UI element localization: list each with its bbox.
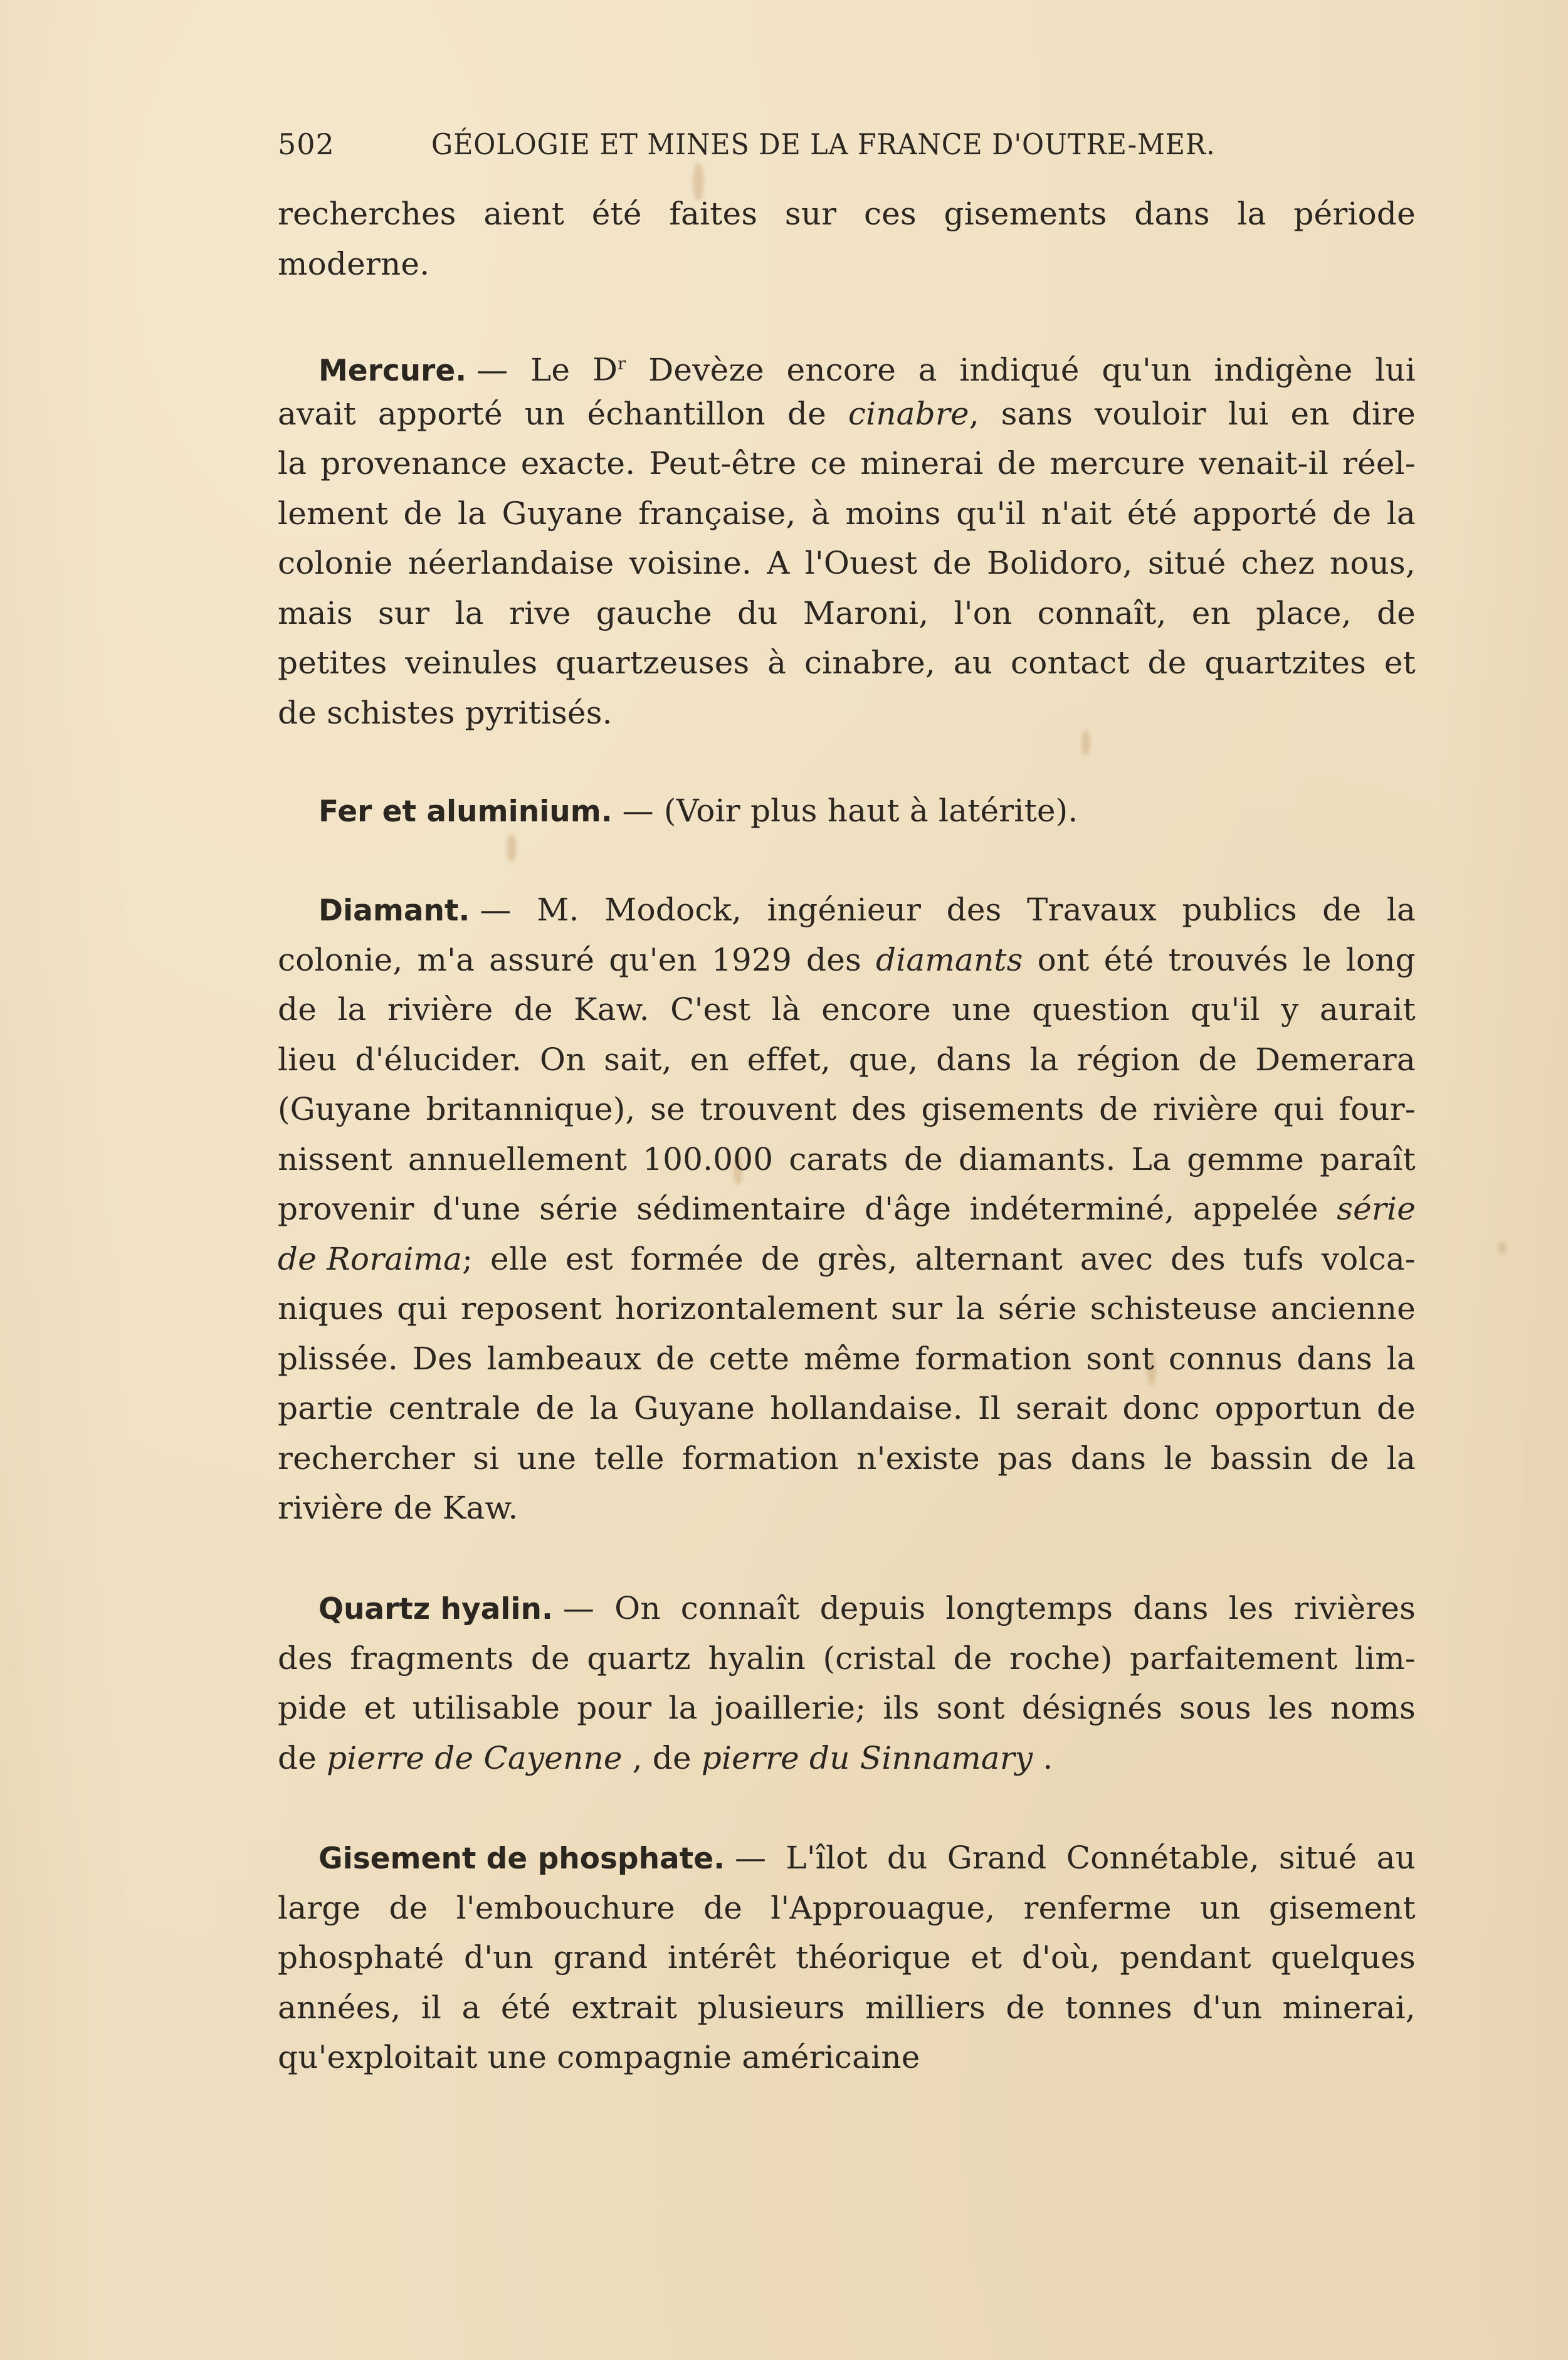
word: à: [767, 645, 787, 681]
word: au: [953, 645, 993, 681]
text-line: [278, 1135, 1416, 1185]
word: et: [1384, 645, 1416, 681]
word: l'Approuague,: [771, 1889, 996, 1926]
text-line: colonie, m'a assuré qu'en 1929 des diamants ont été trouvés le long: [278, 935, 1416, 986]
text-line: de Roraima; elle est formée de grès, alternant avec des tufs volca-: [278, 1240, 1416, 1277]
word: là: [771, 991, 801, 1028]
word: la: [1386, 1340, 1416, 1377]
word: Bolidoro,: [987, 545, 1133, 581]
running-header: [278, 127, 1416, 171]
word: années,: [278, 1989, 401, 2026]
text-line: [278, 589, 1416, 639]
word: d'élucider.: [355, 1041, 522, 1078]
running-title: GÉOLOGIE ET MINES DE LA FRANCE D'OUTRE-MER.: [431, 127, 1216, 161]
text-line: [278, 1284, 1416, 1334]
word: moins: [845, 495, 941, 532]
text-line: [278, 638, 1416, 688]
word: la: [955, 1290, 985, 1327]
text-line: Mercure. — Le $D^r$ Devèze encore a indiqué qu'un indigène lui: [318, 351, 1416, 388]
word: de: [403, 495, 443, 532]
word: joaillerie;: [714, 1690, 866, 1726]
word: ancienne: [1270, 1290, 1416, 1327]
word: de: [903, 1140, 943, 1177]
text-line: [278, 985, 1416, 1035]
word: gisement: [1268, 1889, 1416, 1926]
text-line: [278, 1933, 1416, 1983]
word: extrait: [571, 1989, 678, 2026]
word: large: [278, 1889, 361, 1926]
word: rivière: [387, 991, 493, 1028]
word: quartzeuses: [555, 645, 750, 681]
word: à: [811, 495, 830, 532]
word: série: [997, 1290, 1077, 1327]
word: la: [337, 991, 367, 1028]
word: venait-il: [1199, 445, 1329, 482]
word: des: [851, 1091, 907, 1127]
word: le: [1164, 1440, 1193, 1477]
word: quartz: [587, 1640, 691, 1677]
word: rive: [508, 594, 571, 631]
word: de: [1198, 1041, 1238, 1078]
word: serait: [1016, 1390, 1108, 1426]
word: ce: [810, 445, 847, 482]
word: de: [997, 445, 1036, 482]
word: les: [1268, 1690, 1313, 1726]
word: formation: [915, 1340, 1072, 1377]
word: niques: [278, 1290, 384, 1327]
text-line: [278, 1634, 1416, 1684]
word: nissent: [278, 1140, 392, 1177]
text-line: qu'exploitait une compagnie américaine: [278, 2039, 920, 2075]
text-line: [278, 489, 1416, 539]
word: colonie: [278, 545, 393, 581]
word: cinabre,: [804, 645, 935, 681]
word: se: [650, 1091, 685, 1127]
word: et: [971, 1939, 1002, 1976]
text-line: rivière de Kaw.: [278, 1490, 518, 1526]
word: trouvent: [700, 1091, 837, 1127]
word: y: [1281, 991, 1299, 1028]
word: de: [953, 1640, 992, 1677]
word: rivière: [1152, 1091, 1259, 1127]
word: que,: [848, 1041, 918, 1078]
word: la: [457, 495, 487, 532]
word: si: [473, 1440, 500, 1477]
word: dans: [1070, 1440, 1147, 1477]
word: formation: [682, 1440, 839, 1477]
word: une: [952, 991, 1011, 1028]
word: de: [1330, 1440, 1369, 1477]
italic-term: cinabre: [848, 395, 969, 432]
word: néerlandaise: [408, 545, 614, 581]
word: sait,: [604, 1041, 672, 1078]
paragraph-mercure: [278, 339, 1416, 738]
word: contact: [1011, 645, 1130, 681]
word: A: [767, 545, 790, 581]
text-line: [278, 1334, 1416, 1384]
italic-term: de Roraima: [278, 1240, 463, 1277]
word: grand: [553, 1939, 648, 1976]
word: Demerara: [1255, 1041, 1416, 1078]
word: d'un: [463, 1939, 534, 1976]
word: de: [1147, 645, 1187, 681]
word: mercure: [1050, 445, 1186, 482]
word: l'embouchure: [456, 1889, 675, 1926]
word: phosphaté: [278, 1939, 445, 1976]
word: la: [455, 594, 484, 631]
word: de: [1376, 1390, 1416, 1426]
word: C'est: [670, 991, 751, 1028]
word: annuellement: [408, 1140, 628, 1177]
word: Maroni,: [802, 594, 929, 631]
word: lieu: [278, 1041, 337, 1078]
word: renferme: [1023, 1889, 1172, 1926]
word: n'existe: [856, 1440, 980, 1477]
text-line: [278, 1085, 1416, 1135]
word: Kaw.: [574, 991, 650, 1028]
text-line: Quartz hyalin. — On connaît depuis longtemps dans les rivières: [318, 1590, 1416, 1626]
word: partie: [278, 1390, 374, 1426]
word: même: [803, 1340, 901, 1377]
word: diamants.: [958, 1140, 1116, 1177]
word: la: [589, 1390, 619, 1426]
word: sur: [890, 1290, 943, 1327]
word: encore: [821, 991, 931, 1028]
word: ils: [883, 1690, 920, 1726]
word: a: [461, 1989, 481, 2026]
word: opportun: [1214, 1390, 1362, 1426]
word: Guyane: [502, 495, 623, 532]
text-line: [278, 439, 1416, 489]
word: nous,: [1329, 545, 1416, 581]
word: sous: [1179, 1690, 1251, 1726]
word: intérêt: [667, 1939, 776, 1976]
paragraph-phosphate: [278, 1833, 1416, 2083]
word: apporté: [1192, 495, 1317, 532]
word: Peut-être: [649, 445, 797, 482]
word: quelques: [1271, 1939, 1416, 1976]
word: reposent: [461, 1290, 602, 1327]
word: la: [1386, 495, 1416, 532]
word: été: [1127, 495, 1177, 532]
word: veinules: [405, 645, 538, 681]
word: des: [278, 1640, 333, 1677]
word: minerai,: [1282, 1989, 1416, 2026]
text-line: Gisement de phosphate. — L'îlot du Grand Connétable, situé au: [318, 1840, 1416, 1876]
word: connus: [1169, 1340, 1283, 1377]
word: sont: [1086, 1340, 1155, 1377]
word: gisements: [921, 1091, 1085, 1127]
word: quartzites: [1204, 645, 1367, 681]
word: de: [389, 1889, 428, 1926]
word: schisteuse: [1090, 1290, 1258, 1327]
section-title-mercure: Mercure.: [318, 353, 467, 388]
word: qui: [397, 1290, 448, 1327]
word: britannique),: [426, 1091, 636, 1127]
word: dans: [936, 1041, 1012, 1078]
section-title-quartz-hyalin: Quartz hyalin.: [318, 1592, 553, 1626]
word: carats: [789, 1140, 888, 1177]
word: été: [500, 1989, 551, 2026]
word: en: [1191, 594, 1231, 631]
word: noms: [1330, 1690, 1416, 1726]
word: pas: [997, 1440, 1053, 1477]
page-number: 502: [278, 127, 335, 161]
section-title-diamant: Diamant.: [318, 893, 470, 928]
text-line: [278, 1983, 1416, 2033]
word: 100.000: [643, 1140, 774, 1177]
word: la: [1029, 1041, 1059, 1078]
word: de: [278, 991, 317, 1028]
word: pide: [278, 1690, 347, 1726]
word: pour: [577, 1690, 652, 1726]
word: l'Ouest: [804, 545, 918, 581]
word: la: [1386, 1440, 1416, 1477]
text-line: de schistes pyritisés.: [278, 694, 613, 731]
word: cette: [708, 1340, 790, 1377]
word: d'où,: [1021, 1939, 1100, 1976]
word: roche): [1009, 1640, 1113, 1677]
word: gauche: [596, 594, 712, 631]
word: milliers: [865, 1989, 986, 2026]
word: de: [703, 1889, 743, 1926]
word: effet,: [747, 1041, 831, 1078]
word: la: [278, 445, 307, 482]
word: place,: [1256, 594, 1352, 631]
word: situé: [1147, 545, 1226, 581]
word: hollandaise.: [770, 1390, 963, 1426]
word: de: [513, 991, 553, 1028]
word: voisine.: [629, 545, 752, 581]
word: question: [1032, 991, 1170, 1028]
word: de: [932, 545, 972, 581]
word: pendant: [1120, 1939, 1251, 1976]
text-line: [278, 1035, 1416, 1085]
italic-term: pierre de Cayenne: [327, 1739, 623, 1776]
word: il: [421, 1989, 442, 2026]
paragraph-diamant: [278, 885, 1416, 1534]
word: de: [535, 1390, 575, 1426]
word: donc: [1122, 1390, 1200, 1426]
line-text: — (Voir plus haut à latérite).: [622, 793, 1078, 829]
word: de: [1376, 594, 1416, 631]
paragraph-fer-aluminium: [278, 786, 1416, 836]
word: chez: [1241, 545, 1315, 581]
word: (cristal: [823, 1640, 937, 1677]
word: dans: [1297, 1340, 1372, 1377]
word: théorique: [796, 1939, 951, 1976]
word: Il: [977, 1390, 1001, 1426]
italic-term: diamants: [875, 941, 1023, 978]
word: minerai: [860, 445, 984, 482]
word: sont: [936, 1690, 1005, 1726]
italic-term: pierre du Sinnamary: [701, 1739, 1033, 1776]
word: française,: [638, 495, 796, 532]
word: connaît,: [1037, 594, 1167, 631]
word: de: [1006, 1989, 1045, 2026]
text-line: [278, 539, 1416, 589]
word: tonnes: [1065, 1989, 1172, 2026]
word: de: [655, 1340, 695, 1377]
word: lim-: [1354, 1640, 1416, 1677]
word: On: [539, 1041, 586, 1078]
word: qu'il: [956, 495, 1026, 532]
word: de: [530, 1640, 570, 1677]
word: de: [1099, 1091, 1139, 1127]
word: une: [517, 1440, 577, 1477]
word: provenance: [320, 445, 507, 482]
paragraph-quartz-hyalin: [278, 1584, 1416, 1783]
word: qu'il: [1190, 991, 1260, 1028]
word: parfaitement: [1130, 1640, 1338, 1677]
word: four-: [1339, 1091, 1416, 1127]
word: d'un: [1192, 1989, 1263, 2026]
text-line: Diamant. — M. Modock, ingénieur des Travaux publics de la: [318, 892, 1416, 928]
word: Des: [412, 1340, 473, 1377]
word: exacte.: [520, 445, 636, 482]
word: utilisable: [412, 1690, 560, 1726]
text-line: de pierre de Cayenne , de pierre du Sinnamary .: [278, 1734, 1416, 1784]
word: La: [1131, 1140, 1172, 1177]
word: horizontalement: [615, 1290, 878, 1327]
word: rechercher: [278, 1440, 455, 1477]
text-line: [278, 1384, 1416, 1434]
word: de: [1332, 495, 1372, 532]
text-line: [278, 1883, 1416, 1934]
text-line: recherches aient été faites sur ces gisements dans la période: [278, 196, 1416, 232]
word: telle: [594, 1440, 665, 1477]
word: gemme: [1187, 1140, 1305, 1177]
word: plusieurs: [697, 1989, 845, 2026]
word: la: [668, 1690, 698, 1726]
word: du: [737, 594, 778, 631]
word: bassin: [1210, 1440, 1313, 1477]
word: en: [690, 1041, 729, 1078]
word: hyalin: [708, 1640, 806, 1677]
word: plissée.: [278, 1340, 398, 1377]
word: qui: [1273, 1091, 1324, 1127]
word: fragments: [350, 1640, 514, 1677]
text-line: moderne.: [278, 245, 430, 282]
text-line: [278, 1683, 1416, 1734]
text-line: [278, 786, 1416, 836]
section-title-fer-aluminium: Fer et aluminium.: [318, 794, 613, 829]
text-line: [278, 1434, 1416, 1484]
word: petites: [278, 645, 387, 681]
word: lement: [278, 495, 389, 532]
section-title-phosphate: Gisement de phosphate.: [318, 1841, 725, 1876]
word: sur: [377, 594, 430, 631]
word: paraît: [1320, 1140, 1416, 1177]
word: mais: [278, 594, 353, 631]
text-line: provenir d'une série sédimentaire d'âge indéterminé, appelée série: [278, 1184, 1416, 1235]
word: désignés: [1021, 1690, 1163, 1726]
word: un: [1199, 1889, 1241, 1926]
word: lambeaux: [487, 1340, 642, 1377]
italic-term: série: [1337, 1191, 1416, 1227]
word: région: [1076, 1041, 1181, 1078]
word: et: [364, 1690, 396, 1726]
word: (Guyane: [278, 1091, 411, 1127]
word: n'ait: [1041, 495, 1112, 532]
word: réel-: [1342, 445, 1416, 482]
paragraph-continuation: [278, 189, 1416, 289]
word: Guyane: [633, 1390, 755, 1426]
text-line: avait apporté un échantillon de cinabre, sans vouloir lui en dire: [278, 395, 1416, 432]
word: l'on: [954, 594, 1013, 631]
word: aurait: [1319, 991, 1416, 1028]
word: centrale: [388, 1390, 521, 1426]
